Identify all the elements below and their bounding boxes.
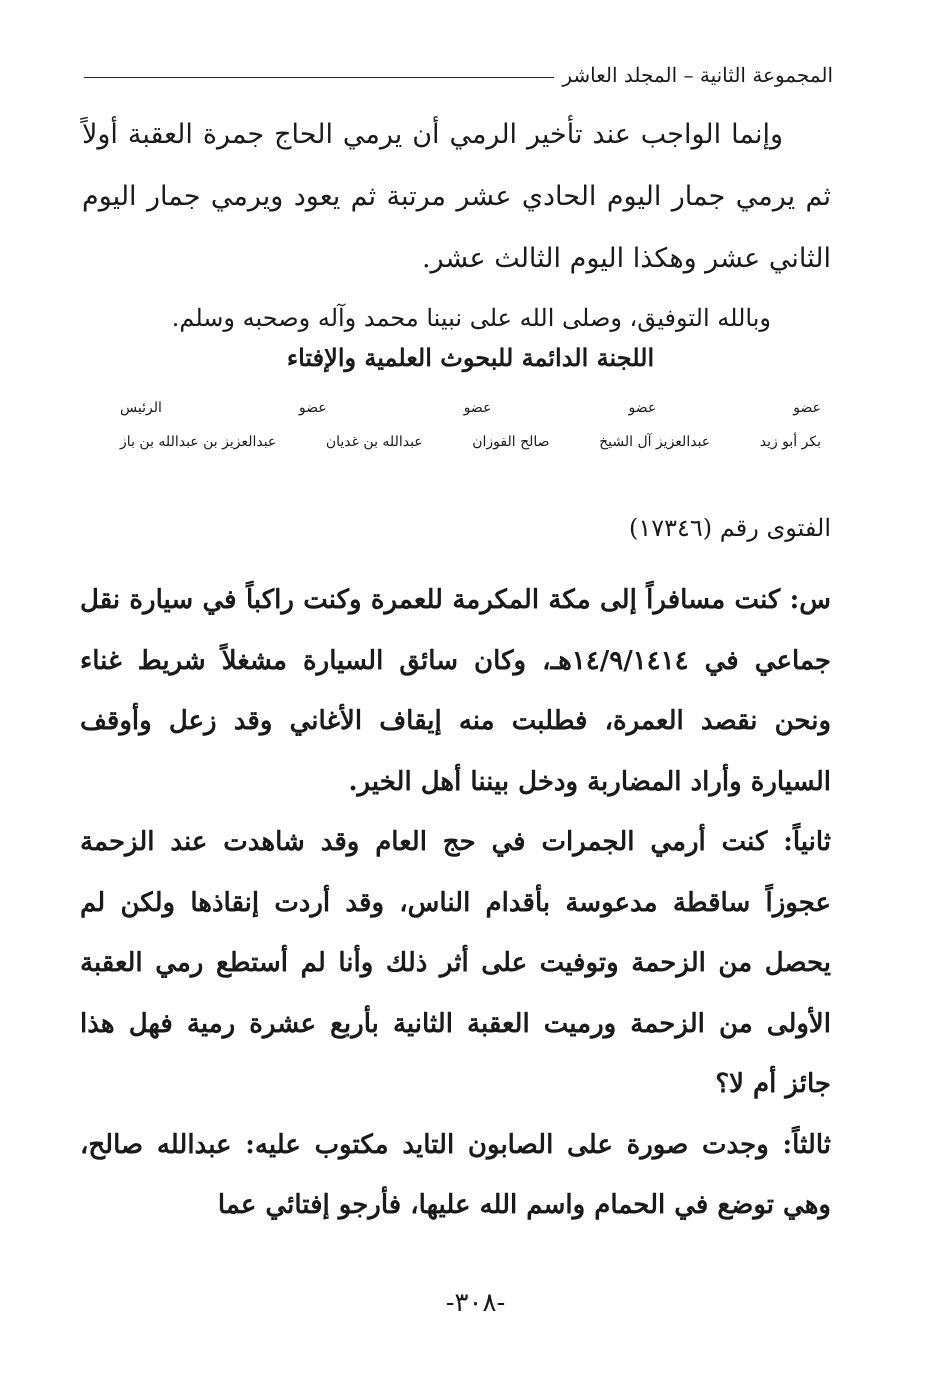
answer-text: وإنما الواجب عند تأخير الرمي أن يرمي الحاج جمرة العقبة أولاً ثم يرمي جمار اليوم الحادي عشر مرتبة ثم يعود ويرمي جمار اليوم الثاني عشر وهكذا اليوم الثالث عشر. xyxy=(82,119,831,274)
fatwa-number: الفتوى رقم (١٧٣٤٦) xyxy=(628,514,831,542)
member-name: عبدالله بن غديان xyxy=(325,434,423,450)
chairman-role: الرئيس xyxy=(120,400,162,416)
question-first: س: كنت مسافراً إلى مكة المكرمة للعمرة وكنت راكباً في سيارة نقل جماعي في ١٤/٩/١٤١٤هـ، وكان سائق السيارة مشغلاً شريط غناء ونحن نقصد العمرة، فطلبت منه إيقاف الأغاني وقد زعل وأوقف السيارة وأراد المضاربة ودخل بيننا أهل الخير. xyxy=(80,585,831,797)
member-role: عضو xyxy=(298,400,327,416)
closing-line: وبالله التوفيق، وصلى الله على نبينا محمد وآله وصحبه وسلم. xyxy=(171,304,771,332)
page-number: -٣٠٨- xyxy=(445,1288,506,1318)
running-header xyxy=(84,60,833,90)
member-role: عضو xyxy=(793,400,821,416)
member-role: عضو xyxy=(463,400,492,416)
question-block xyxy=(80,570,831,1236)
header-title: المجموعة الثانية – المجلد العاشر xyxy=(562,63,833,87)
question-third: ثالثاً: وجدت صورة على الصابون التايد مكتوب عليه: عبدالله صالح، وهي توضع في الحمام واسم الله عليها، فأرجو إفتائي عما xyxy=(80,1129,831,1220)
signature-roles-row xyxy=(120,400,821,416)
committee-title: اللجنة الدائمة للبحوث العلمية والإفتاء xyxy=(286,343,655,372)
answer-paragraph xyxy=(82,104,831,290)
member-role: عضو xyxy=(628,400,657,416)
member-name: بكر أبو زيد xyxy=(759,434,821,450)
chairman-name: عبدالعزيز بن عبدالله بن باز xyxy=(120,434,277,450)
header-rule xyxy=(84,77,554,78)
member-name: صالح الفوزان xyxy=(472,434,550,450)
question-second: ثانياً: كنت أرمي الجمرات في حج العام وقد شاهدت عند الزحمة عجوزاً ساقطة مدعوسة بأقدام الناس، وقد أردت إنقاذها ولكن لم يحصل من الزحمة وتوفيت على أثر ذلك وأنا لم أستطع رمي العقبة الأولى من الزحمة ورميت العقبة الثانية بأربع عشرة رمية فهل هذا جائز أم لا؟ xyxy=(80,827,831,1099)
signature-names-row xyxy=(120,434,821,450)
member-name: عبدالعزيز آل الشيخ xyxy=(599,434,711,450)
